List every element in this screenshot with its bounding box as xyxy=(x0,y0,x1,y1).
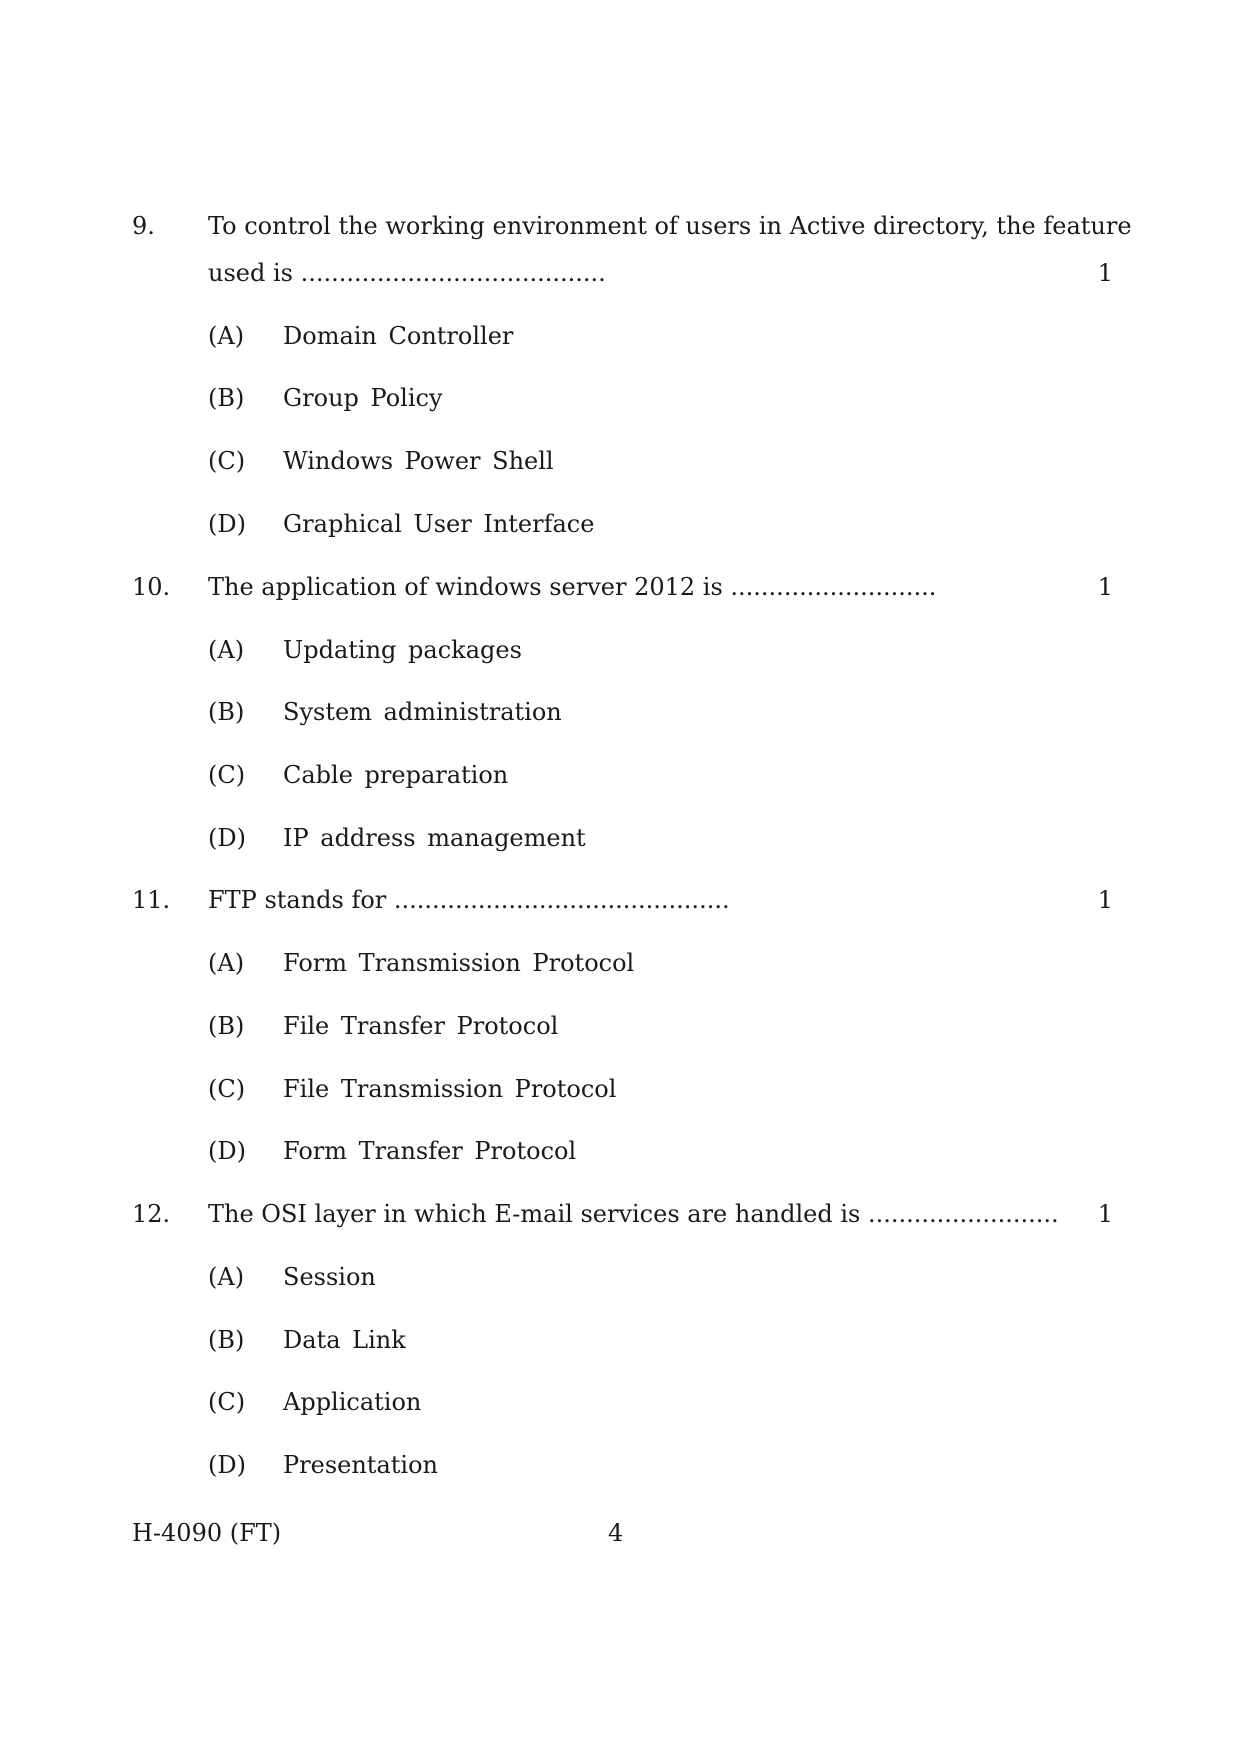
question-marks: 1 xyxy=(1097,573,1113,601)
option-letter: (B) xyxy=(208,384,245,412)
option-text: Application xyxy=(283,1388,422,1416)
option-text: Form Transfer Protocol xyxy=(283,1137,577,1165)
option-letter: (C) xyxy=(208,447,246,475)
option-text: System administration xyxy=(283,698,562,726)
option-letter: (C) xyxy=(208,1075,246,1103)
option-text: Domain Controller xyxy=(283,322,514,350)
option-letter: (B) xyxy=(208,698,245,726)
option-letter: (C) xyxy=(208,1388,246,1416)
question-number: 9. xyxy=(132,212,155,240)
option-letter: (D) xyxy=(208,824,246,852)
option-letter: (C) xyxy=(208,761,246,789)
option-text: Windows Power Shell xyxy=(283,447,554,475)
question-marks: 1 xyxy=(1097,259,1113,287)
question-text-line1: The application of windows server 2012 is ........................... xyxy=(208,573,937,601)
question-text-line2: used is ........................................ xyxy=(208,259,606,287)
option-letter: (B) xyxy=(208,1326,245,1354)
question-number: 10. xyxy=(132,573,171,601)
option-text: Cable preparation xyxy=(283,761,509,789)
page-number: 4 xyxy=(608,1519,624,1547)
option-letter: (D) xyxy=(208,510,246,538)
option-letter: (A) xyxy=(208,949,245,977)
question-number: 11. xyxy=(132,886,171,914)
option-letter: (A) xyxy=(208,1263,245,1291)
paper-code: H-4090 (FT) xyxy=(132,1519,282,1547)
question-text-line1: The OSI layer in which E-mail services are handled is ......................... xyxy=(208,1200,1059,1228)
option-text: Data Link xyxy=(283,1326,406,1354)
question-number: 12. xyxy=(132,1200,171,1228)
option-letter: (A) xyxy=(208,322,245,350)
option-letter: (D) xyxy=(208,1451,246,1479)
option-text: Presentation xyxy=(283,1451,438,1479)
option-letter: (B) xyxy=(208,1012,245,1040)
option-text: Graphical User Interface xyxy=(283,510,595,538)
option-letter: (A) xyxy=(208,636,245,664)
option-text: File Transmission Protocol xyxy=(283,1075,617,1103)
option-text: Group Policy xyxy=(283,384,443,412)
option-text: File Transfer Protocol xyxy=(283,1012,559,1040)
question-marks: 1 xyxy=(1097,1200,1113,1228)
question-marks: 1 xyxy=(1097,886,1113,914)
option-letter: (D) xyxy=(208,1137,246,1165)
option-text: Session xyxy=(283,1263,376,1291)
option-text: Updating packages xyxy=(283,636,522,664)
option-text: IP address management xyxy=(283,824,586,852)
option-text: Form Transmission Protocol xyxy=(283,949,635,977)
question-text-line1: To control the working environment of users in Active directory, the feature xyxy=(208,212,1132,240)
question-text-line1: FTP stands for ............................................ xyxy=(208,886,730,914)
